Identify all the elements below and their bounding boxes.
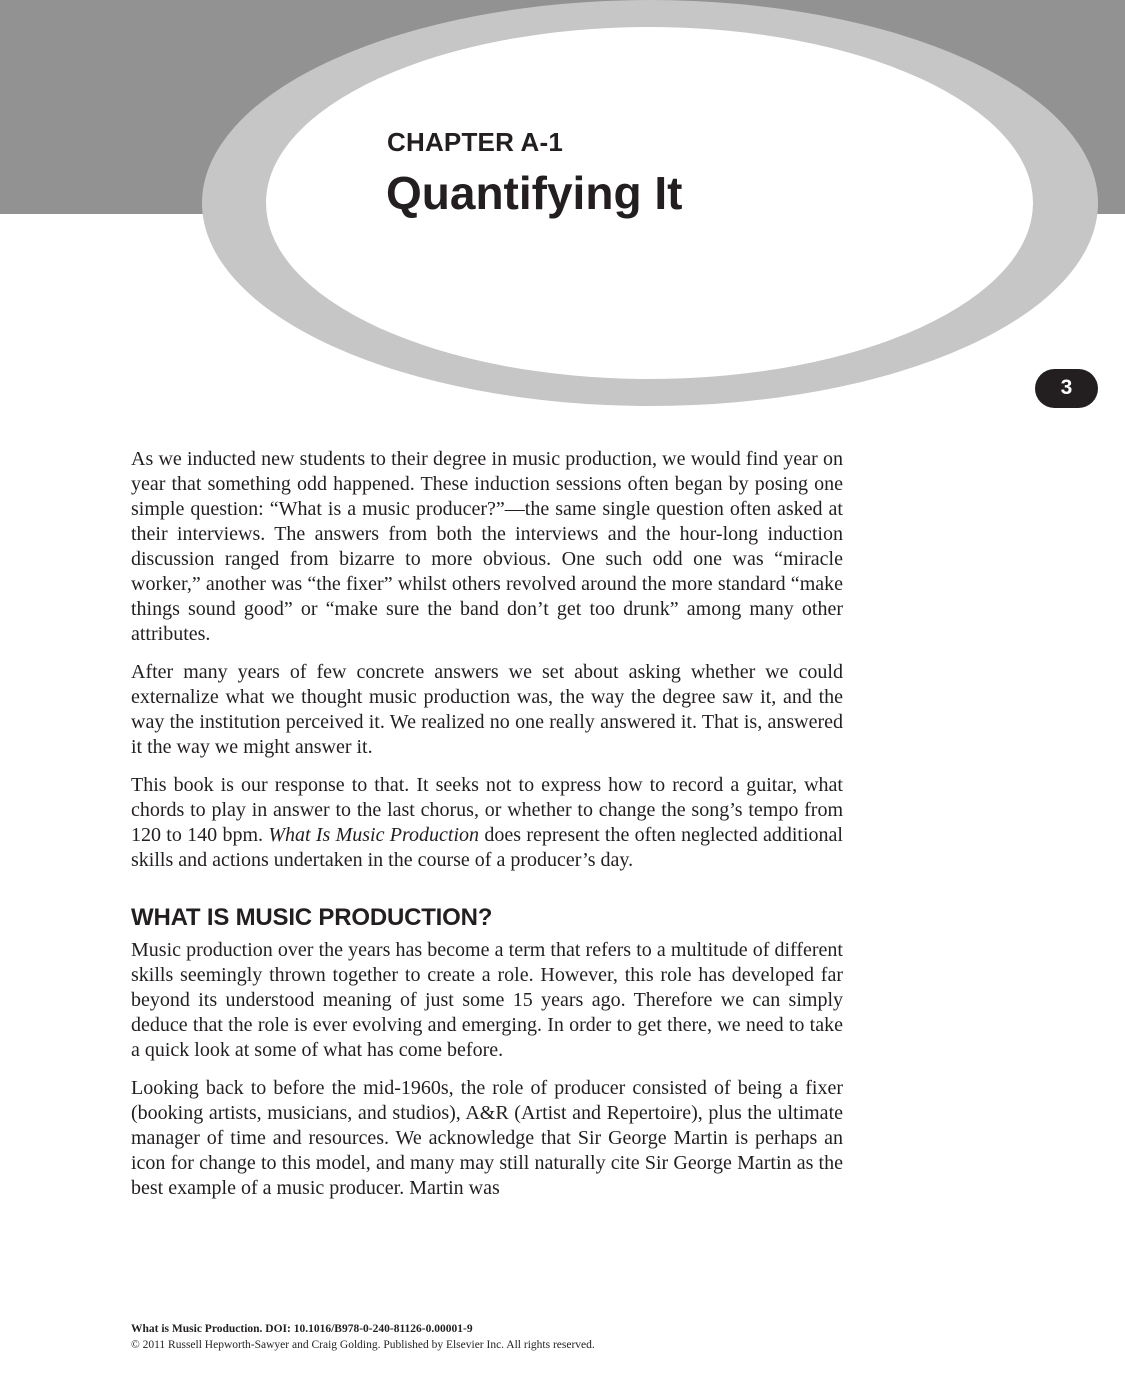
paragraph: As we inducted new students to their degree in music production, we would find year on year that something odd happened. These induction sessions often began by posing one simple question: “What is a music producer?”—the same single question often asked at their interviews. The answers from both the interviews and the hour-long induction discussion ranged from bizarre to more obvious. One such odd one was “miracle worker,” another was “the fixer” whilst others revolved around the more standard “make things sound good” or “make sure the band don’t get too drunk” among many other attributes. [131,448,843,645]
page-footer [131,1321,595,1353]
chapter-label: CHAPTER A-1 [387,127,564,157]
paragraph-text: does represent the often neglected additional skills and actions undertaken in the course of a producer’s day. [131,824,843,871]
chapter-title: Quantifying It [386,167,683,219]
footer-doi: What is Music Production. DOI: 10.1016/B978-0-240-81126-0.00001-9 [131,1323,473,1335]
book-title-italic: What Is Music Production [268,824,480,846]
section-heading: WHAT IS MUSIC PRODUCTION? [131,904,493,931]
page-body [131,447,843,1214]
paragraph: Looking back to before the mid-1960s, the role of producer consisted of being a fixer (booking artists, musicians, and studios), A&R (Artist and Repertoire), plus the ultimate manager of time and resources. We acknowledge that Sir George Martin is perhaps an icon for change to this model, and many may still naturally cite Sir George Martin as the best example of a music producer. Martin was [131,1077,843,1199]
paragraph-text: This book is our response to that. It seeks not to express how to record a guitar, what chords to play in answer to the last chorus, or whether to change the song’s tempo from 120 to 140 bpm. [131,774,843,846]
paragraph: After many years of few concrete answers we set about asking whether we could externalize what we thought music production was, the way the degree saw it, and the way the institution perceived it. We realized no one really answered it. That is, answered it the way we might answer it. [131,661,843,758]
paragraph [131,773,843,873]
footer-copyright: © 2011 Russell Hepworth-Sawyer and Craig Golding. Published by Elsevier Inc. All rights reserved. [131,1339,595,1351]
paragraph: Music production over the years has become a term that refers to a multitude of different skills seemingly thrown together to create a role. However, this role has developed far beyond its understood meaning of just some 15 years ago. Therefore we can simply deduce that the role is ever evolving and emerging. In order to get there, we need to take a quick look at some of what has come before. [131,939,843,1061]
page-number-badge: 3 [1035,369,1098,408]
